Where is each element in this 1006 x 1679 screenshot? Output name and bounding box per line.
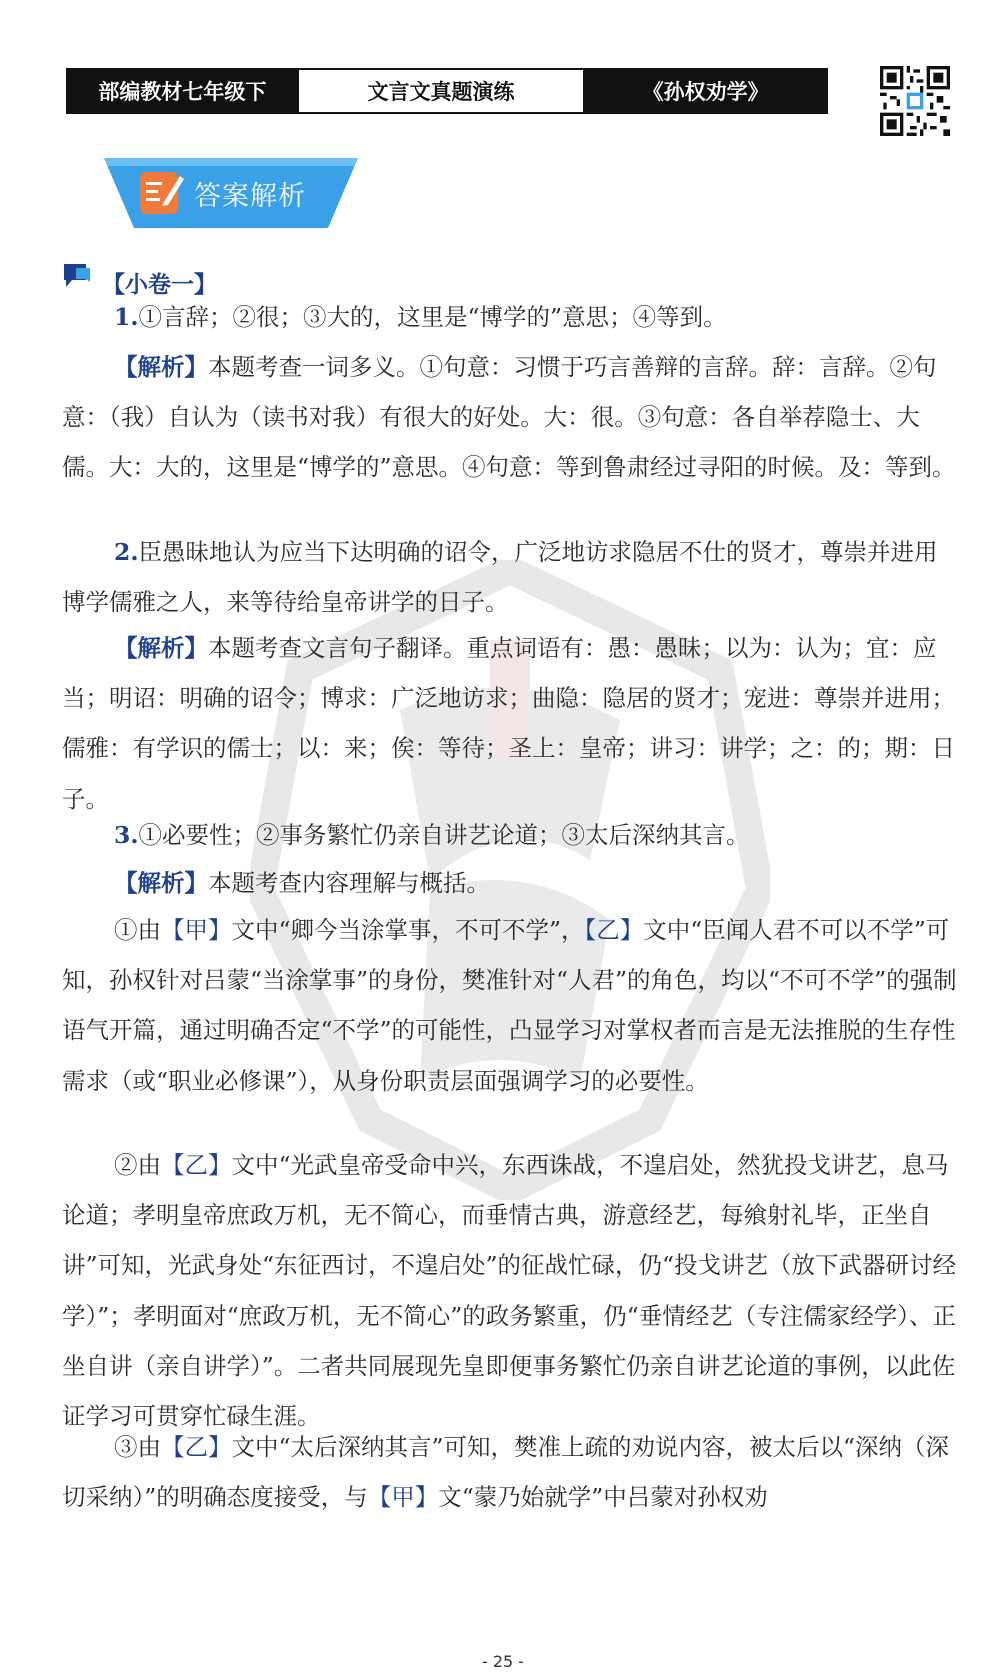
q2-analysis: [62, 623, 958, 824]
qr-code-icon: [880, 66, 950, 136]
q3-answer-text: ①必要性；②事务繁忙仍亲自讲艺论道；③太后深纳其言。: [138, 821, 750, 849]
analysis-label: 【解析】: [114, 353, 208, 381]
q1-answer: [62, 292, 958, 342]
q1-analysis-text: 本题考查一词多义。①句意：习惯于巧言善辩的言辞。辞：言辞。②句意：（我）自认为（读书对我）有很大的好处。大：很。③句意：各自举荐隐士、大儒。大：大的，这里是“博学的”意思。④句意：等到鲁肃经过寻阳的时候。及：等到。: [62, 353, 956, 482]
text-ref-jia: 【甲】: [161, 916, 232, 944]
text-ref-jia: 【甲】: [367, 1483, 439, 1512]
header-bar: [66, 68, 828, 114]
q3-number: 3.: [114, 821, 139, 849]
q3-point-2: ②由【乙】文中“光武皇帝受命中兴，东西诛战，不遑启处，然犹投戈讲艺，息马论道；孝明皇帝庶政万机，无不简心，而垂情古典，游意经艺，每飨射礼毕，正坐自讲”可知，光武身处“东征西讨，不遑启处”的征战忙碌，仍“投戈讲艺（放下武器研讨经学）”；孝明面对“庶政万机，无不简心”的政务繁重，仍“垂情经艺（专注儒家经学）、正坐自讲（亲自讲学）”。二者共同展现先皇即便事务繁忙仍亲自讲艺论道的事例，以此佐证学习可贯穿忙碌生涯。: [62, 1151, 957, 1431]
section-title: 【小卷一】: [102, 272, 217, 298]
bookmark-icon: [62, 262, 92, 290]
q3-analysis: [62, 858, 958, 908]
q2-answer: [62, 527, 958, 627]
text-ref-yi: 【乙】: [584, 916, 644, 944]
header-lesson: 《孙权劝学》: [585, 70, 826, 112]
analysis-label: 【解析】: [114, 634, 208, 662]
q2-answer-text: 臣愚昧地认为应当下达明确的诏令，广泛地访求隐居不仕的贤才，尊崇并进用博学儒雅之人，来等待给皇帝讲学的日子。: [62, 538, 938, 617]
q2-analysis-text: 本题考查文言句子翻译。重点词语有：愚：愚昧；以为：认为；宜：应当；明诏：明确的诏令；博求：广泛地访求；曲隐：隐居的贤才；宠进：尊崇并进用；儒雅：有学识的儒士；以：来；俟：等待；圣上：皇帝；讲习：讲学；之：的；期：日子。: [62, 634, 955, 813]
analysis-label: 【解析】: [114, 869, 208, 897]
header-textbook: 部编教材七年级下: [68, 70, 297, 112]
page-number: - 25 -: [481, 1652, 525, 1671]
q3-analysis-text: 本题考查内容理解与概括。: [208, 869, 490, 897]
q1-number: 1.: [114, 303, 139, 331]
q3-point-1: ①由【甲】文中“卿今当涂掌事，不可不学”，【乙】文中“臣闻人君不可以不学”可知，孙权针对吕蒙“当涂掌事”的身份，樊准针对“人君”的角色，均以“不可不学”的强制语气开篇，通过明确否定“不学”的可能性，凸显学习对掌权者而言是无法推脱的生存性需求（或“职业必修课”），从身份职责层面强调学习的必要性。: [62, 916, 957, 1095]
q3-point-3: ③由【乙】文中“太后深纳其言”可知，樊准上疏的劝说内容，被太后以“深纳（深切采纳）”的明确态度接受，与【甲】文“蒙乃始就学”中吕蒙对孙权劝: [62, 1433, 950, 1512]
text-ref-yi: 【乙】: [161, 1433, 232, 1461]
header-topic: 文言文真题演练: [297, 70, 585, 112]
q1-analysis: [62, 342, 958, 493]
q1-answer-text: ①言辞；②很；③大的，这里是“博学的”意思；④等到。: [138, 303, 727, 331]
q3-answer: [62, 810, 958, 860]
answer-banner-label: 答案解析: [194, 181, 306, 212]
q2-number: 2.: [114, 538, 139, 566]
text-ref-yi: 【乙】: [161, 1151, 232, 1179]
